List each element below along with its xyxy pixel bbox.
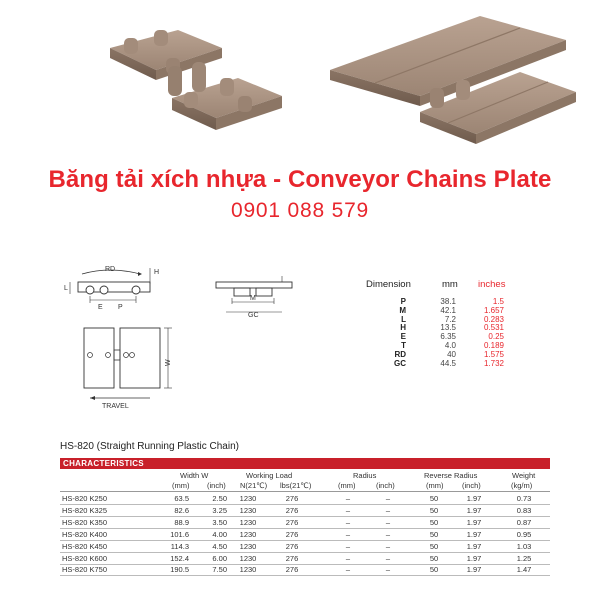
cell-n: 1230 <box>239 553 257 563</box>
col-width: Width W <box>180 471 209 480</box>
row-divider <box>60 528 550 529</box>
cell-rr-mm: 50 <box>429 517 439 527</box>
cell-w-in: 4.00 <box>212 529 227 539</box>
cell-w-mm: 114.3 <box>170 541 189 551</box>
cell-w-mm: 101.6 <box>170 529 189 539</box>
col-reverse-mm: (mm) <box>426 481 444 490</box>
cell-rr-mm: 50 <box>429 494 439 503</box>
cell-rr-mm: 50 <box>429 553 439 563</box>
cell-rr-in: 1.97 <box>466 529 482 539</box>
label-m: M <box>250 295 256 302</box>
col-radius: Radius <box>353 471 377 480</box>
dimension-label: RD <box>394 349 406 359</box>
cell-wt: 1.25 <box>516 553 532 563</box>
dimension-label: M <box>399 305 406 315</box>
dimension-label: P <box>400 297 406 306</box>
cell-w-mm: 190.5 <box>170 565 189 575</box>
cell-model: HS-820 K450 <box>62 541 108 551</box>
cell-rr-mm: 50 <box>429 565 439 575</box>
cell-lbs: 276 <box>285 565 299 575</box>
row-divider <box>60 504 550 505</box>
cell-lbs: 276 <box>285 517 299 527</box>
spec-title: HS-820 (Straight Running Plastic Chain) <box>60 441 239 452</box>
cell-lbs: 276 <box>285 541 299 551</box>
cell-rr-mm: 50 <box>429 505 439 515</box>
dimension-mm-value: 40 <box>447 349 456 359</box>
cell-w-mm: 152.4 <box>170 553 189 563</box>
row-divider <box>60 516 550 517</box>
label-gc: GC <box>248 312 259 318</box>
label-rd: RD <box>104 266 116 273</box>
cell-wt: 0.73 <box>516 494 532 503</box>
dimension-header: Dimension <box>366 279 411 290</box>
dimension-inch-value: 0.189 <box>483 340 504 350</box>
col-load-n: N(21℃) <box>240 481 268 490</box>
cell-r-in: – <box>385 541 391 551</box>
cell-w-in: 3.50 <box>212 517 227 527</box>
cell-n: 1230 <box>239 505 257 515</box>
inches-header: inches <box>478 279 506 290</box>
cell-r-mm: – <box>345 517 351 527</box>
cell-r-in: – <box>385 517 391 527</box>
col-load: Working Load <box>246 471 293 480</box>
col-reverse-inch: (inch) <box>462 481 481 490</box>
label-e: E <box>98 304 103 310</box>
cell-rr-in: 1.97 <box>466 505 482 515</box>
cell-lbs: 276 <box>285 494 299 503</box>
cell-w-in: 7.50 <box>212 565 227 575</box>
cell-model: HS-820 K350 <box>62 517 108 527</box>
cell-n: 1230 <box>239 494 257 503</box>
dimension-mm-value: 7.2 <box>444 314 456 324</box>
cell-rr-in: 1.97 <box>466 494 482 503</box>
cell-rr-in: 1.97 <box>466 517 482 527</box>
dimension-label: GC <box>394 358 406 368</box>
dimension-mm-value: 38.1 <box>440 297 456 306</box>
dimension-mm-value: 42.1 <box>440 305 456 315</box>
cell-r-in: – <box>385 565 391 575</box>
page-title: Băng tải xích nhựa - Conveyor Chains Plate <box>48 166 552 193</box>
header-divider <box>60 491 550 492</box>
row-divider <box>60 575 550 576</box>
cell-wt: 0.87 <box>516 517 532 527</box>
cell-wt: 1.47 <box>516 565 532 575</box>
cell-n: 1230 <box>239 565 257 575</box>
cell-lbs: 276 <box>285 529 299 539</box>
cell-r-in: – <box>385 494 391 503</box>
cell-model: HS-820 K600 <box>62 553 108 563</box>
label-h: H <box>154 269 160 276</box>
cell-lbs: 276 <box>285 553 299 563</box>
cell-w-mm: 63.5 <box>174 494 189 503</box>
cell-n: 1230 <box>239 517 257 527</box>
cell-w-mm: 82.6 <box>174 505 189 515</box>
characteristics-label: CHARACTERISTICS <box>63 459 144 468</box>
cell-rr-in: 1.97 <box>466 553 482 563</box>
dimension-inch-value: 1.5 <box>492 297 504 306</box>
cell-r-in: – <box>385 529 391 539</box>
dimension-label: H <box>400 323 406 333</box>
cell-w-in: 3.25 <box>212 505 227 515</box>
label-w: W <box>165 359 172 366</box>
row-divider <box>60 540 550 541</box>
cell-model: HS-820 K325 <box>62 505 108 515</box>
col-reverse-radius: Reverse Radius <box>424 471 478 480</box>
dimension-mm-value: 13.5 <box>440 323 456 333</box>
dimension-inch-value: 0.283 <box>483 314 504 324</box>
row-divider <box>60 564 550 565</box>
phone-number: 0901 088 579 <box>230 199 370 222</box>
cell-r-in: – <box>385 553 391 563</box>
label-l: L <box>64 285 68 292</box>
cell-rr-mm: 50 <box>429 541 439 551</box>
dimension-inch-value: 1.657 <box>483 305 504 315</box>
cell-w-in: 4.50 <box>212 541 227 551</box>
cell-model: HS-820 K750 <box>62 565 108 575</box>
cell-w-mm: 88.9 <box>174 517 189 527</box>
cell-r-mm: – <box>345 494 351 503</box>
cell-r-mm: – <box>345 505 351 515</box>
cell-r-mm: – <box>345 565 351 575</box>
col-width-inch: (inch) <box>207 481 226 490</box>
cell-wt: 1.03 <box>516 541 532 551</box>
cell-n: 1230 <box>239 529 257 539</box>
cell-n: 1230 <box>239 541 257 551</box>
dimension-inch-value: 1.732 <box>483 358 504 368</box>
cell-model: HS-820 K250 <box>62 494 108 503</box>
cell-r-mm: – <box>345 553 351 563</box>
dimension-mm-value: 6.35 <box>440 332 456 342</box>
dimension-inch-value: 1.575 <box>483 349 504 359</box>
label-travel: TRAVEL <box>102 403 129 410</box>
cell-r-mm: – <box>345 541 351 551</box>
col-radius-inch: (inch) <box>376 481 395 490</box>
mm-header: mm <box>442 279 458 290</box>
cell-lbs: 276 <box>285 505 299 515</box>
dimension-label: E <box>400 332 406 342</box>
dimension-label: L <box>401 314 406 324</box>
col-weight-unit: (kg/m) <box>511 481 533 490</box>
col-radius-mm: (mm) <box>338 481 356 490</box>
row-divider <box>60 552 550 553</box>
cell-w-in: 6.00 <box>212 553 227 563</box>
col-width-mm: (mm) <box>172 481 190 490</box>
cell-rr-mm: 50 <box>429 529 439 539</box>
label-p: P <box>118 304 123 310</box>
col-load-lbs: lbs(21℃) <box>280 481 312 490</box>
cell-r-in: – <box>385 505 391 515</box>
dimension-inch-value: 0.531 <box>483 323 504 333</box>
cell-wt: 0.95 <box>516 529 532 539</box>
cell-model: HS-820 K400 <box>62 529 108 539</box>
dimension-mm-value: 44.5 <box>440 358 456 368</box>
cell-rr-in: 1.97 <box>466 541 482 551</box>
dimension-mm-value: 4.0 <box>444 340 456 350</box>
dimension-label: T <box>401 340 406 350</box>
cell-w-in: 2.50 <box>212 494 227 503</box>
col-weight: Weight <box>512 471 536 480</box>
cell-wt: 0.83 <box>516 505 532 515</box>
cell-r-mm: – <box>345 529 351 539</box>
dimension-inch-value: 0.25 <box>488 332 504 342</box>
cell-rr-in: 1.97 <box>466 565 482 575</box>
